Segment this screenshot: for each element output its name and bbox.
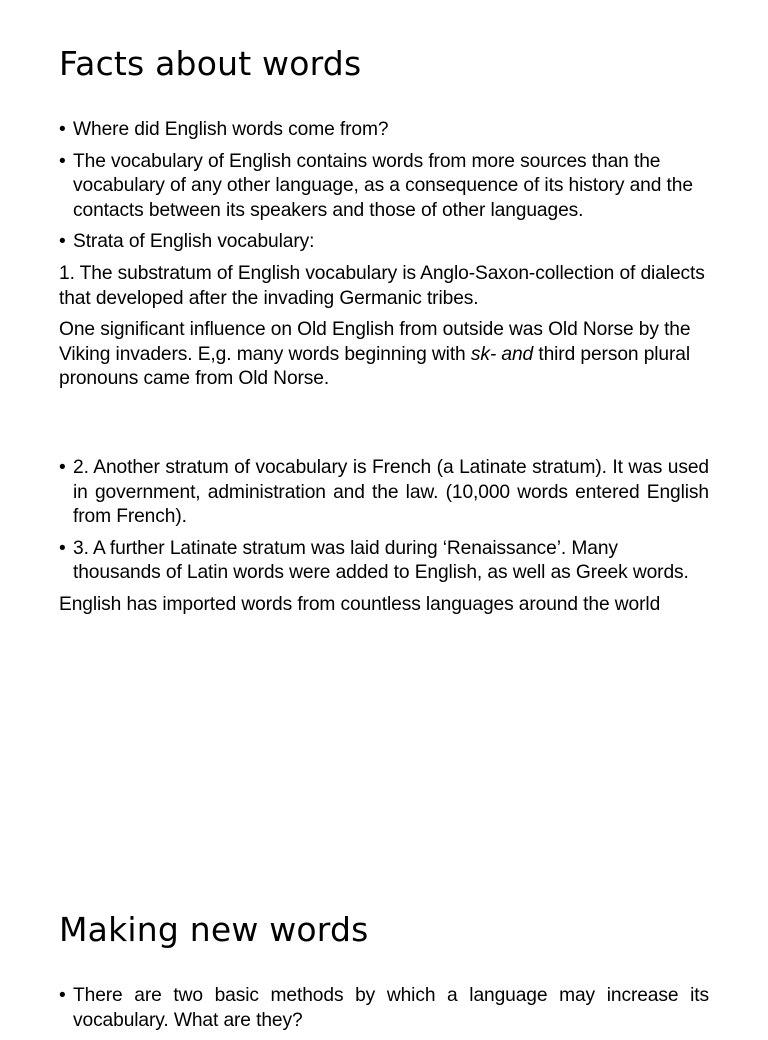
bullet-item: • Strata of English vocabulary:	[59, 230, 709, 255]
spacer	[59, 84, 709, 118]
bullet-item: • The vocabulary of English contains words from more sources than the vocabulary of any other language, as a consequence of its history and the contacts between its speakers and those of other languages.	[59, 150, 709, 224]
paragraph-text: third person plural pronouns came from Old Norse.	[59, 343, 691, 390]
bullet-item: • 3. A further Latinate stratum was laid during ‘Renaissance’. Many thousands of Latin words were added to English, as well as Greek words.	[59, 537, 709, 586]
spacer	[59, 399, 709, 456]
paragraph-text: One significant influence on Old English from outside was Old Norse by the Viking invaders. E,g. many words beginning with	[59, 319, 691, 365]
slide-facts-about-words	[59, 44, 709, 625]
slide-making-new-words	[59, 910, 709, 1040]
bullet-item: • Where did English words come from?	[59, 118, 709, 143]
italic-text: sk- and	[470, 343, 534, 365]
slide-body	[59, 984, 709, 1033]
paragraph	[59, 318, 709, 392]
bullet-item: • 2. Another stratum of vocabulary is French (a Latinate stratum). It was used in government, administration and the law. (10,000 words entered English from French).	[59, 456, 709, 530]
paragraph: 1. The substratum of English vocabulary is Anglo-Saxon-collection of dialects that developed after the invading Germanic tribes.	[59, 262, 705, 309]
paragraph: English has imported words from countless languages around the world	[59, 593, 661, 615]
slide-title: Facts about words	[59, 44, 362, 83]
bullet-item: • There are two basic methods by which a language may increase its vocabulary. What are they?	[59, 984, 709, 1033]
spacer	[59, 950, 709, 984]
slide-body	[59, 118, 709, 618]
slide-title: Making new words	[59, 910, 369, 949]
